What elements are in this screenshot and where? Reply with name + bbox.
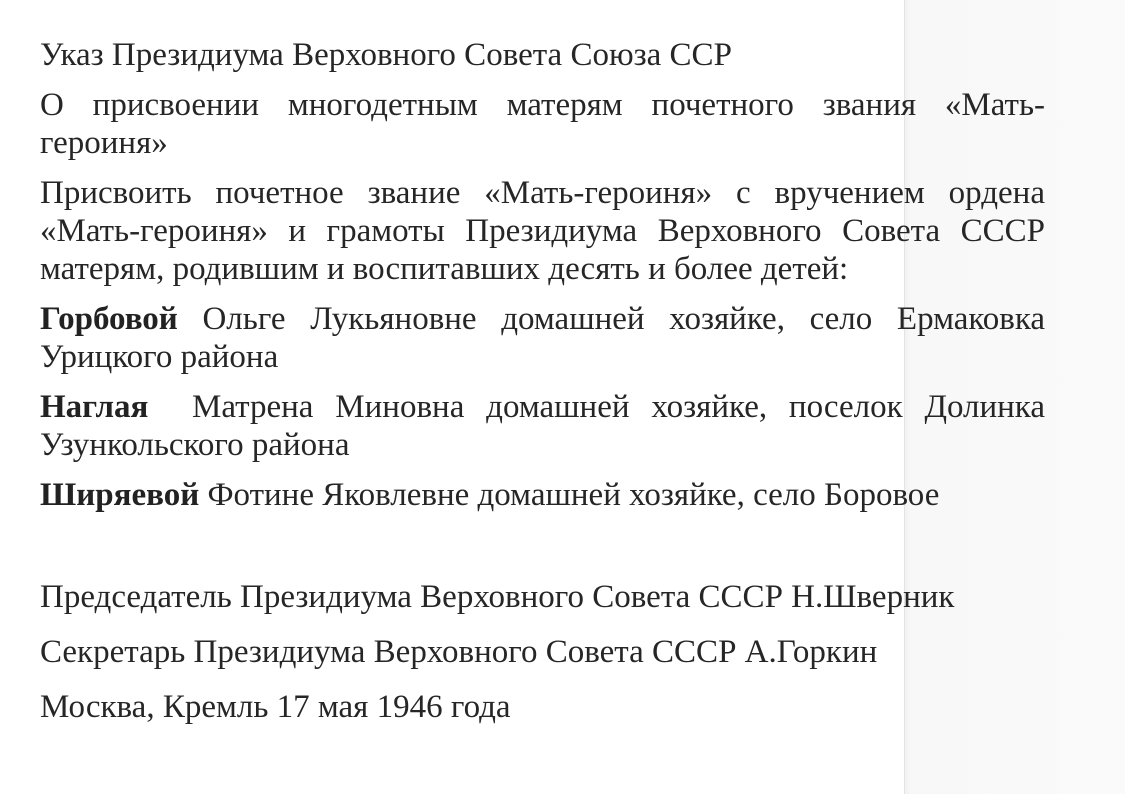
awardee-details: Фотине Яковлевне домашней хозяйке, село Боровое <box>199 477 940 513</box>
document-body <box>40 36 1054 743</box>
decree-subtitle: О присвоении многодетным матерям почетного звания «Мать-героиня» <box>40 87 1045 161</box>
decree-preamble: Присвоить почетное звание «Мать-героиня» с вручением ордена «Мать-героиня» и грамоты Президиума Верховного Совета СССР матерям, родившим и воспитавших десять и более детей: <box>40 175 1045 287</box>
awardee-entry <box>40 476 1045 514</box>
spacer <box>40 526 1045 578</box>
awardee-surname: Наглая <box>40 389 149 425</box>
awardee-entry <box>40 300 1045 376</box>
chairman-signature: Председатель Президиума Верховного Совета СССР Н.Шверник <box>40 579 955 615</box>
awardee-details: Ольге Лукьяновне домашней хозяйке, село Ермаковка Урицкого района <box>40 301 1045 375</box>
awardee-surname: Горбовой <box>40 301 178 337</box>
awardee-surname: Ширяевой <box>40 477 200 513</box>
secretary-signature: Секретарь Президиума Верховного Совета СССР А.Горкин <box>40 634 878 670</box>
decree-title: Указ Президиума Верховного Совета Союза ССР <box>40 37 732 73</box>
place-date: Москва, Кремль 17 мая 1946 года <box>40 689 511 725</box>
awardee-details: Матрена Миновна домашней хозяйке, поселок Долинка Узункольского района <box>40 389 1054 463</box>
awardee-entry <box>40 388 1054 464</box>
